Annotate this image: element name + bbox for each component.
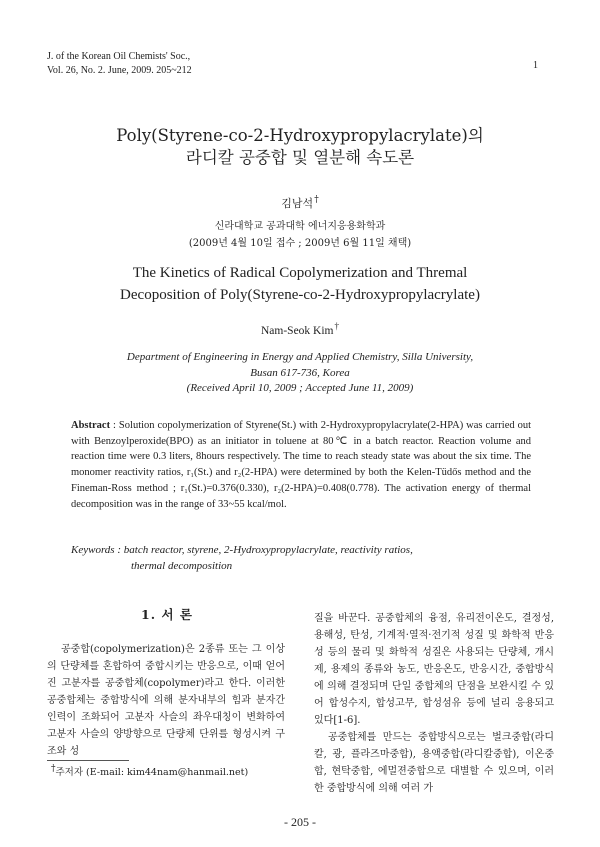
footnote-text: 주저자 (E-mail: kim44nam@hanmail.net) <box>55 767 249 779</box>
body-paragraph: 질을 바꾼다. 공중합체의 융점, 유리전이온도, 결정성, 용해성, 탄성, 기계적·열적·전기적 성질 및 화학적 반응성 등의 물리 및 화학적 성질은 사용되는 단량체, 개시제, 용제의 종류와 농도, 반응온도, 반응시간, 중합방식에 의해 결정되며 단일 중합체의 단점을 보완시킬 수 있어 합성수지, 합성고무, 합성섬유 등에 널리 응용되고 있다[1-6]. <box>314 613 554 726</box>
abstract-text: : Solution copolymerization of Styrene(St.) with 2-Hydroxypropylacrylate(2-HPA) was carried out with Benzoylperoxide(BPO) as an initiator in toluene at 80℃ in a batch reactor. Reaction volume and reaction time were 0.3 liters, 8hours respectively. The time to reach steady state was about the six time. The monomer reactivity ratios, r₁(St.) and r₂(2-HPA) were determined by both the Kelen-Tüdős method and the Fineman-Ross method ; r₁(St.)=0.376(0.330), r₂(2-HPA)=0.408(0.778). The activation energy of thermal decomposition was in the range of 33~55 kcal/mol. <box>71 420 531 510</box>
journal-citation <box>47 50 192 78</box>
journal-line-2: Vol. 26, No. 2. June, 2009. 205~212 <box>47 65 192 76</box>
body-paragraph: 공중합(copolymerization)은 2종류 또는 그 이상의 단량체를 혼합하여 중합시키는 반응으로, 이때 얻어진 고분자를 공중합체(copolymer)라고 한다. 이러한 공중합체는 중합방식에 의해 분자내부의 힘과 분자간 인력이 조화되어 고분자 사슬의 좌우대칭이 변화하여 고분자 사슬의 양방향으로 단량체 단위를 형성시켜 구조와 성 <box>47 644 285 757</box>
keywords <box>71 542 531 574</box>
english-title-line-1: The Kinetics of Radical Copolymerization and Thremal <box>132 265 468 281</box>
keywords-line-1: : batch reactor, styrene, 2-Hydroxypropylacrylate, reactivity ratios, <box>114 544 413 556</box>
english-title-line-2: Decoposition of Poly(Styrene-co-2-Hydroxypropylacrylate) <box>120 287 480 303</box>
korean-author-name: 김남석 <box>281 197 314 210</box>
footnote-divider <box>47 760 129 761</box>
body-paragraph: 공중합체를 만드는 중합방식으로는 벌크중합(라디칼, 광, 플라즈마중합), 용액중합(라디칼중합), 이온중합, 현탁중합, 에멀젼중합으로 대별할 수 있으며, 이러한 중합방식에 의해 여러 가 <box>314 732 554 794</box>
footer-page-number: - 205 - <box>284 815 316 829</box>
english-author <box>0 321 600 337</box>
english-dates: (Received April 10, 2009 ; Accepted June 11, 2009) <box>186 382 414 394</box>
body-column-right <box>314 610 554 797</box>
section-heading-introduction: 1. 서 론 <box>141 607 193 622</box>
keywords-line-2: thermal decomposition <box>131 560 233 572</box>
korean-title <box>0 125 600 169</box>
korean-title-line-1: Poly(Styrene-co-2-Hydroxypropylacrylate)의 <box>116 126 484 145</box>
abstract-label: Abstract <box>71 420 111 431</box>
korean-title-line-2: 라디칼 공중합 및 열분해 속도론 <box>185 148 415 167</box>
footnote-mark: † <box>51 764 56 774</box>
body-column-left <box>47 641 285 760</box>
korean-author-mark: † <box>314 195 319 206</box>
korean-dates: (2009년 4월 10일 접수 ; 2009년 6월 11일 채택) <box>188 238 412 249</box>
korean-author <box>0 195 600 211</box>
english-author-name: Nam-Seok Kim <box>260 324 334 337</box>
journal-line-1: J. of the Korean Oil Chemists' Soc., <box>47 51 191 62</box>
korean-affiliation-name: 신라대학교 공과대학 에너지응용화학과 <box>214 221 386 232</box>
footnote <box>50 764 248 778</box>
english-author-mark: † <box>334 321 339 331</box>
english-affiliation-line-2: Busan 617-736, Korea <box>250 366 350 379</box>
korean-affiliation <box>0 218 600 252</box>
english-title <box>0 262 600 306</box>
keywords-label: Keywords <box>71 544 115 556</box>
abstract <box>71 418 531 512</box>
page-number: 1 <box>533 60 538 71</box>
english-affiliation <box>0 350 600 397</box>
english-affiliation-line-1: Department of Engineering in Energy and Applied Chemistry, Silla University, <box>126 351 474 363</box>
